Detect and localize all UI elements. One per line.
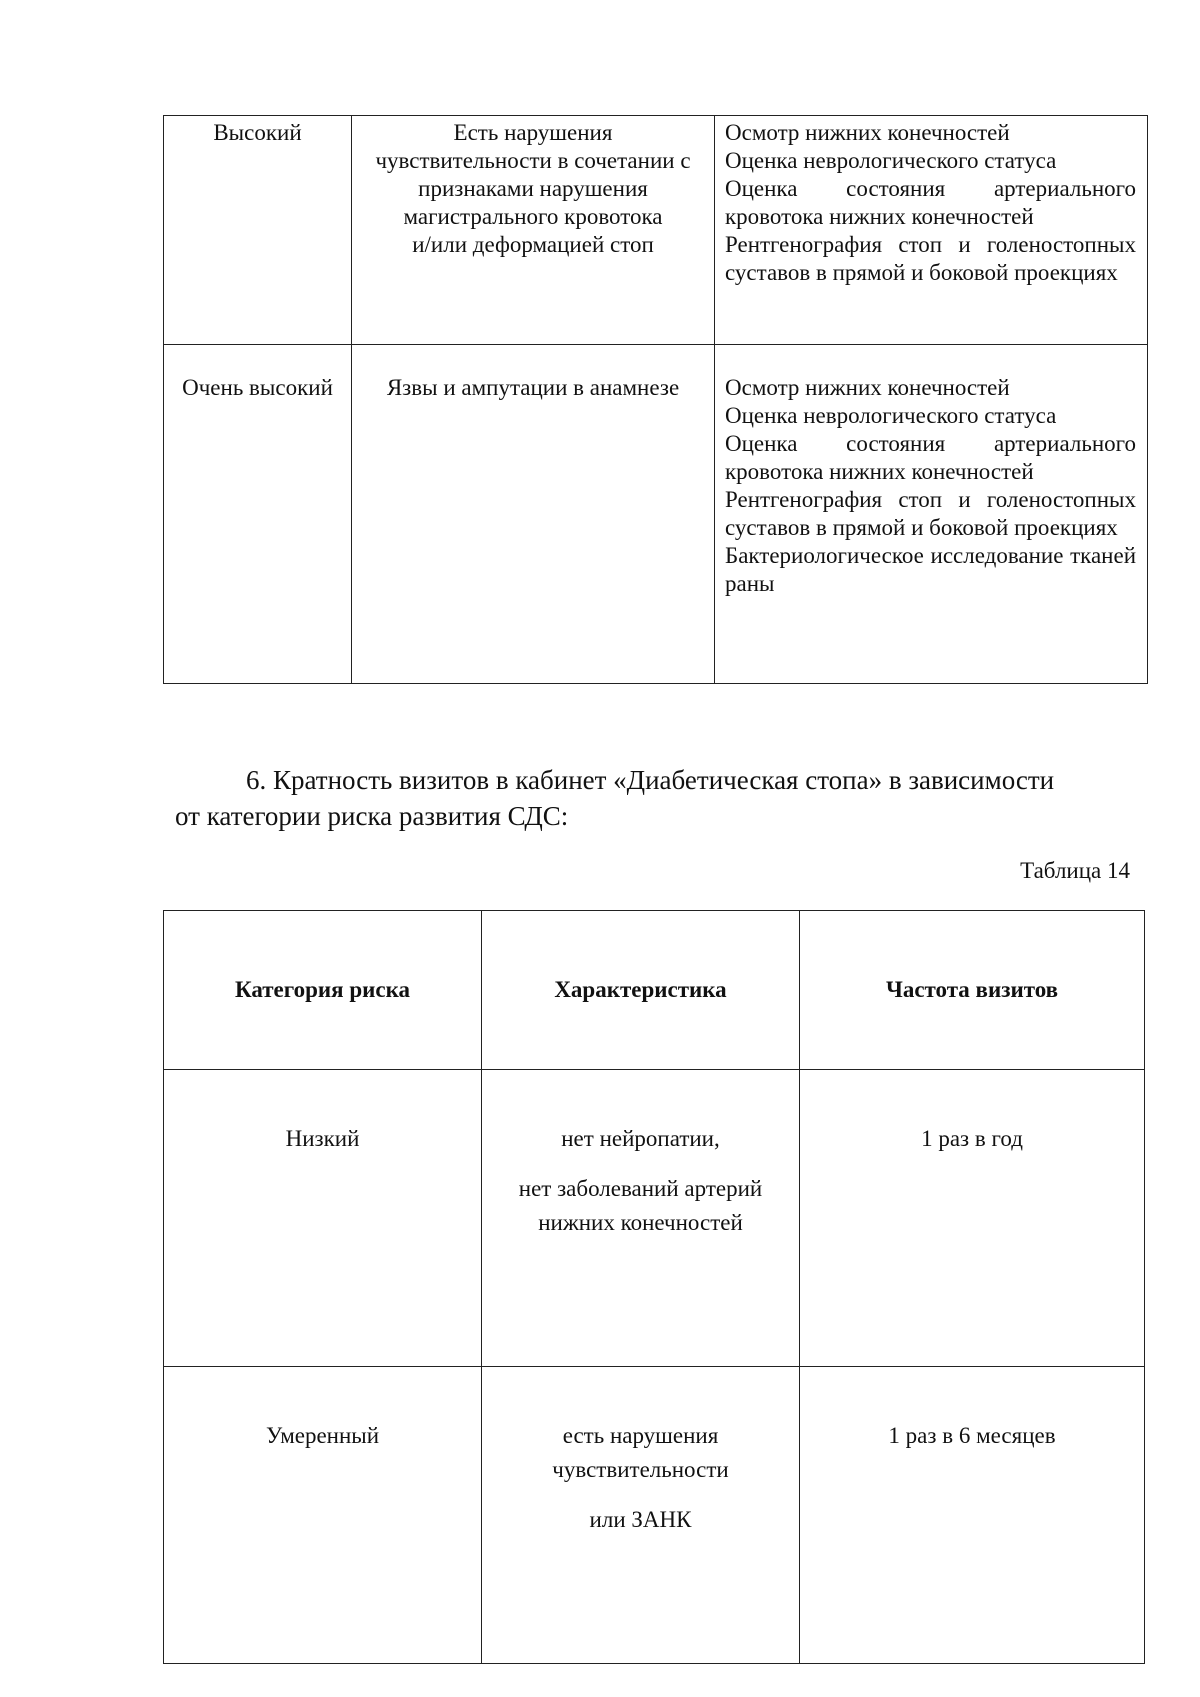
characteristic-line: нет заболеваний артерий нижних конечностей: [518, 1176, 763, 1235]
exam-item: Рентгенография стоп и голеностопных суставов в прямой и боковой проекциях: [725, 487, 1136, 540]
table-row: [164, 1070, 1145, 1367]
characteristic-line: магистрального кровотока: [403, 204, 663, 229]
characteristic-line: или ЗАНК: [589, 1507, 692, 1532]
exam-item: Рентгенография стоп и голеностопных суставов в прямой и боковой проекциях: [725, 232, 1136, 285]
characteristic-line: есть нарушения чувствительности: [552, 1423, 729, 1482]
risk-exam-table: [163, 115, 1148, 684]
column-header: Характеристика: [482, 911, 800, 1070]
characteristic-line: Язвы и ампутации в анамнезе: [386, 375, 680, 400]
section-heading-line: 6. Кратность визитов в кабинет «Диабетическая стопа» в зависимости: [246, 765, 1055, 795]
characteristic-line: чувствительности в сочетании с: [375, 148, 691, 173]
exam-item: Бактериологическое исследование тканей раны: [725, 543, 1136, 596]
exam-item: Оценка состояния артериального кровотока нижних конечностей: [725, 176, 1136, 229]
characteristic-line: Есть нарушения: [453, 120, 613, 145]
risk-category-cell: Очень высокий: [164, 345, 352, 684]
characteristic-line: признаками нарушения: [418, 176, 648, 201]
table-header-row: [164, 911, 1145, 1070]
visits-frequency-table: [163, 910, 1145, 1664]
risk-category-cell: Низкий: [164, 1070, 482, 1367]
exams-cell: [715, 345, 1148, 684]
column-header: Частота визитов: [800, 911, 1145, 1070]
characteristic-line: и/или деформацией стоп: [412, 232, 654, 257]
characteristic-cell: [482, 1367, 800, 1664]
table-row: [164, 1367, 1145, 1664]
characteristic-cell: [352, 345, 715, 684]
risk-category-cell: Умеренный: [164, 1367, 482, 1664]
characteristic-line: нет нейропатии,: [561, 1126, 720, 1151]
exam-item: Осмотр нижних конечностей: [725, 375, 1010, 400]
exam-item: Оценка неврологического статуса: [725, 403, 1057, 428]
exam-item: Оценка неврологического статуса: [725, 148, 1057, 173]
frequency-cell: 1 раз в год: [800, 1070, 1145, 1367]
column-header: Категория риска: [164, 911, 482, 1070]
exam-item: Осмотр нижних конечностей: [725, 120, 1010, 145]
characteristic-cell: [482, 1070, 800, 1367]
frequency-cell: 1 раз в 6 месяцев: [800, 1367, 1145, 1664]
table-row: [164, 345, 1148, 684]
characteristic-cell: [352, 116, 715, 345]
risk-category-cell: Высокий: [164, 116, 352, 345]
exams-cell: [715, 116, 1148, 345]
paragraph-gap: [482, 1487, 799, 1503]
paragraph-gap: [482, 1156, 799, 1172]
section-heading-line: от категории риска развития СДС:: [175, 801, 569, 831]
table-row: [164, 116, 1148, 345]
exam-item: Оценка состояния артериального кровотока нижних конечностей: [725, 431, 1136, 484]
section-heading: [175, 762, 1135, 834]
table-caption: Таблица 14: [1020, 858, 1130, 883]
